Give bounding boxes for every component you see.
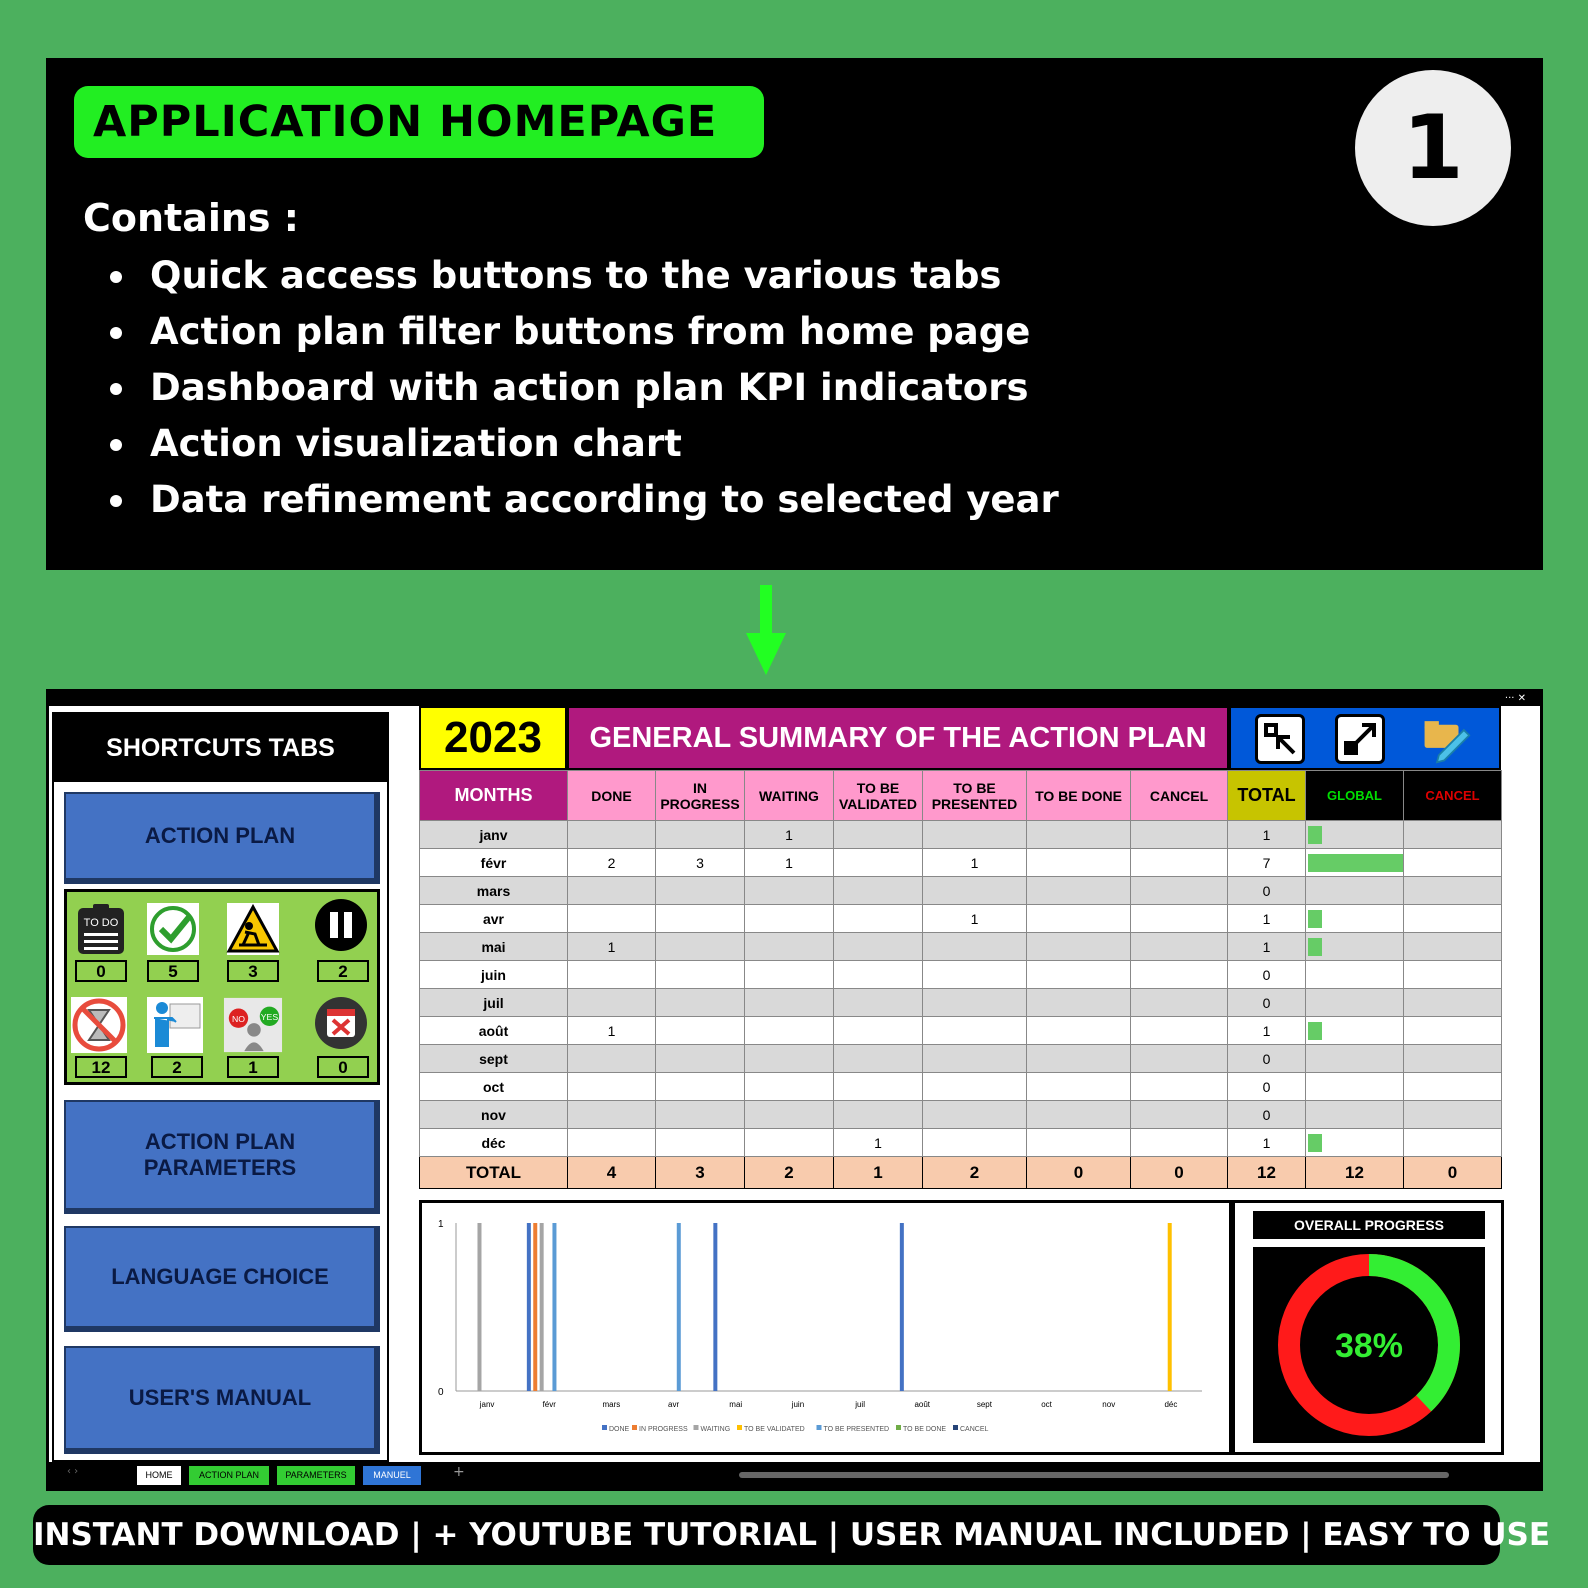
row-global-bar-cell (1306, 1101, 1404, 1129)
legend-swatch (817, 1425, 822, 1430)
shrink-arrow-icon (1260, 719, 1300, 759)
row-month: sept (420, 1045, 568, 1073)
global-bar (1308, 938, 1322, 956)
total-to-validate: 1 (834, 1157, 923, 1189)
row-in-progress (656, 989, 745, 1017)
row-to-present (923, 933, 1027, 961)
progress-donut (1253, 1247, 1485, 1443)
row-to-validate: 1 (834, 1129, 923, 1157)
total-done: 4 (568, 1157, 656, 1189)
row-to-present (923, 961, 1027, 989)
col-in-progress: IN PROGRESS (656, 771, 745, 821)
row-total: 0 (1228, 961, 1306, 989)
row-total: 0 (1228, 1045, 1306, 1073)
row-waiting (745, 1017, 834, 1045)
row-to-present (923, 1129, 1027, 1157)
total-waiting: 2 (745, 1157, 834, 1189)
row-to-present (923, 1101, 1027, 1129)
language-choice-button[interactable]: LANGUAGE CHOICE (64, 1226, 380, 1332)
row-cancel-bar-cell (1404, 1101, 1502, 1129)
row-month: févr (420, 849, 568, 877)
feature-item: Action plan filter buttons from home page (110, 304, 1059, 360)
row-to-present (923, 1017, 1027, 1045)
cancel-filter-button[interactable] (311, 994, 371, 1052)
row-month: mai (420, 933, 568, 961)
row-to-do (1027, 905, 1131, 933)
dashboard-title: GENERAL SUMMARY OF THE ACTION PLAN (567, 706, 1229, 770)
total-total: 12 (1228, 1157, 1306, 1189)
cancel-count: 0 (317, 1056, 369, 1078)
row-total: 1 (1228, 933, 1306, 961)
row-global-bar-cell (1306, 1129, 1404, 1157)
global-bar (1308, 1022, 1322, 1040)
row-waiting (745, 1101, 834, 1129)
to-present-filter-button[interactable] (145, 996, 205, 1054)
legend-swatch (602, 1425, 607, 1430)
row-month: déc (420, 1129, 568, 1157)
to-validate-filter-button[interactable] (69, 996, 129, 1054)
row-cancel (1131, 1129, 1228, 1157)
row-cancel-bar-cell (1404, 1045, 1502, 1073)
contains-label: Contains : (83, 196, 299, 240)
tab-action-plan[interactable]: ACTION PLAN (189, 1466, 269, 1485)
roadwork-icon (225, 901, 281, 957)
col-cancel-bar: CANCEL (1404, 771, 1502, 821)
row-to-do (1027, 933, 1131, 961)
calendar-cancel-icon (313, 995, 369, 1051)
shortcuts-heading: SHORTCUTS TABS (54, 714, 387, 782)
row-to-do (1027, 1017, 1131, 1045)
legend-label: TO BE VALIDATED (744, 1426, 805, 1433)
row-cancel-bar-cell (1404, 877, 1502, 905)
row-done: 1 (568, 933, 656, 961)
row-to-do (1027, 1073, 1131, 1101)
chart-bar (900, 1223, 904, 1391)
row-to-validate (834, 1073, 923, 1101)
expand-button[interactable] (1335, 714, 1385, 764)
col-global: GLOBAL (1306, 771, 1404, 821)
total-cancel: 0 (1131, 1157, 1228, 1189)
global-bar (1308, 854, 1404, 872)
row-month: oct (420, 1073, 568, 1101)
row-waiting: 1 (745, 849, 834, 877)
row-in-progress (656, 1101, 745, 1129)
row-total: 1 (1228, 1017, 1306, 1045)
row-done (568, 1045, 656, 1073)
in-progress-count: 3 (227, 960, 279, 982)
x-tick-label: avr (668, 1400, 680, 1409)
footer-banner: INSTANT DOWNLOAD | + YOUTUBE TUTORIAL | USER MANUAL INCLUDED | EASY TO USE (33, 1505, 1500, 1565)
table-row (420, 849, 1502, 877)
row-cancel (1131, 877, 1228, 905)
legend-swatch (953, 1425, 958, 1430)
row-waiting (745, 877, 834, 905)
row-in-progress (656, 821, 745, 849)
row-to-do (1027, 1101, 1131, 1129)
row-global-bar-cell (1306, 961, 1404, 989)
yes-label: YES (260, 1012, 279, 1023)
todo-label: TO DO (83, 917, 119, 929)
row-in-progress (656, 961, 745, 989)
banner-title: APPLICATION HOMEPAGE (74, 86, 764, 158)
row-total: 0 (1228, 989, 1306, 1017)
total-in-progress: 3 (656, 1157, 745, 1189)
row-cancel (1131, 1045, 1228, 1073)
row-in-progress (656, 877, 745, 905)
row-to-validate (834, 877, 923, 905)
row-done (568, 1129, 656, 1157)
row-waiting (745, 933, 834, 961)
parameters-button[interactable]: ACTION PLAN PARAMETERS (64, 1100, 380, 1214)
row-to-present: 1 (923, 905, 1027, 933)
row-in-progress: 3 (656, 849, 745, 877)
row-waiting: 1 (745, 821, 834, 849)
y-tick-label: 1 (438, 1219, 444, 1230)
row-waiting (745, 989, 834, 1017)
row-total: 7 (1228, 849, 1306, 877)
overall-progress-panel (1232, 1200, 1504, 1455)
row-global-bar-cell (1306, 1073, 1404, 1101)
no-label: NO (231, 1014, 245, 1025)
table-row (420, 961, 1502, 989)
x-tick-label: août (914, 1400, 931, 1409)
chart-bar (677, 1223, 681, 1391)
window-titlebar[interactable]: ··· ✕ (49, 692, 1540, 706)
row-month: avr (420, 905, 568, 933)
col-to-do: TO BE DONE (1027, 771, 1131, 821)
row-cancel (1131, 905, 1228, 933)
x-tick-label: juin (791, 1400, 805, 1409)
table-row (420, 1129, 1502, 1157)
col-cancel: CANCEL (1131, 771, 1228, 821)
feature-item: Quick access buttons to the various tabs (110, 248, 1059, 304)
col-total: TOTAL (1228, 771, 1306, 821)
row-global-bar-cell (1306, 821, 1404, 849)
chart-bar (552, 1223, 556, 1391)
legend-swatch (737, 1425, 742, 1430)
row-total: 1 (1228, 905, 1306, 933)
row-done (568, 821, 656, 849)
row-in-progress (656, 1045, 745, 1073)
kpi-filter-panel (64, 889, 380, 1085)
row-cancel (1131, 961, 1228, 989)
row-month: nov (420, 1101, 568, 1129)
row-month: juin (420, 961, 568, 989)
row-in-progress (656, 1073, 745, 1101)
tab-home[interactable]: HOME (137, 1466, 181, 1485)
chart-bar (533, 1223, 537, 1391)
todo-count: 0 (75, 960, 127, 982)
row-global-bar-cell (1306, 849, 1404, 877)
total-label: TOTAL (420, 1157, 568, 1189)
x-tick-label: déc (1164, 1400, 1178, 1409)
row-to-validate (834, 821, 923, 849)
col-to-validate: TO BE VALIDATED (834, 771, 923, 821)
row-total: 1 (1228, 821, 1306, 849)
row-to-validate (834, 849, 923, 877)
row-cancel-bar-cell (1404, 933, 1502, 961)
legend-swatch (694, 1425, 699, 1430)
row-global-bar-cell (1306, 877, 1404, 905)
in-progress-filter-button[interactable] (223, 900, 283, 958)
col-done: DONE (568, 771, 656, 821)
row-global-bar-cell (1306, 933, 1404, 961)
shrink-button[interactable] (1255, 714, 1305, 764)
table-row (420, 877, 1502, 905)
arrow-down-icon (746, 585, 786, 675)
row-global-bar-cell (1306, 905, 1404, 933)
col-to-present: TO BE PRESENTED (923, 771, 1027, 821)
row-to-present: 1 (923, 849, 1027, 877)
table-row (420, 989, 1502, 1017)
row-global-bar-cell (1306, 1045, 1404, 1073)
global-bar (1308, 1134, 1322, 1152)
users-manual-button[interactable]: USER'S MANUAL (64, 1346, 380, 1454)
row-waiting (745, 905, 834, 933)
row-in-progress (656, 1129, 745, 1157)
row-done (568, 877, 656, 905)
row-done (568, 905, 656, 933)
row-cancel (1131, 1017, 1228, 1045)
sheet-tab-bar (49, 1462, 1540, 1488)
row-to-validate (834, 1045, 923, 1073)
x-tick-label: mars (602, 1400, 621, 1409)
row-to-validate (834, 933, 923, 961)
table-row (420, 1101, 1502, 1129)
row-to-present (923, 877, 1027, 905)
x-tick-label: nov (1102, 1400, 1116, 1409)
checkmark-icon (145, 901, 201, 957)
waiting-filter-button[interactable] (311, 896, 371, 954)
row-cancel (1131, 933, 1228, 961)
legend-swatch (896, 1425, 901, 1430)
totals-row (420, 1157, 1502, 1189)
row-global-bar-cell (1306, 1017, 1404, 1045)
row-cancel (1131, 821, 1228, 849)
row-to-do (1027, 849, 1131, 877)
row-done: 2 (568, 849, 656, 877)
row-cancel-bar-cell (1404, 1017, 1502, 1045)
legend-label: WAITING (700, 1426, 731, 1433)
row-to-do (1027, 1045, 1131, 1073)
row-done (568, 961, 656, 989)
yes-no-icon (223, 996, 283, 1054)
row-waiting (745, 1073, 834, 1101)
row-done (568, 1073, 656, 1101)
add-sheet-icon[interactable]: + (453, 1464, 465, 1480)
row-done (568, 989, 656, 1017)
total-global: 12 (1306, 1157, 1404, 1189)
row-month: août (420, 1017, 568, 1045)
feature-list (110, 248, 1059, 528)
global-bar (1308, 910, 1322, 928)
row-done: 1 (568, 1017, 656, 1045)
progress-title: OVERALL PROGRESS (1253, 1211, 1485, 1239)
row-to-validate (834, 989, 923, 1017)
todo-filter-button[interactable] (71, 900, 131, 958)
tab-nav-arrows-icon[interactable]: ‹ › (67, 1466, 79, 1477)
row-global-bar-cell (1306, 989, 1404, 1017)
step-number: 1 (1355, 70, 1511, 226)
legend-label: CANCEL (960, 1426, 989, 1433)
row-to-do (1027, 821, 1131, 849)
row-cancel (1131, 989, 1228, 1017)
row-cancel-bar-cell (1404, 989, 1502, 1017)
row-to-validate (834, 905, 923, 933)
app-window (46, 689, 1543, 1491)
x-tick-label: oct (1041, 1400, 1052, 1409)
col-months: MONTHS (420, 771, 568, 821)
row-cancel (1131, 1073, 1228, 1101)
row-to-validate (834, 1017, 923, 1045)
horizontal-scrollbar[interactable] (739, 1472, 1449, 1478)
row-to-validate (834, 961, 923, 989)
x-tick-label: sept (976, 1400, 992, 1409)
row-waiting (745, 961, 834, 989)
row-cancel-bar-cell (1404, 1073, 1502, 1101)
to-do-count: 1 (227, 1056, 279, 1078)
row-cancel-bar-cell (1404, 1129, 1502, 1157)
row-waiting (745, 1129, 834, 1157)
chart-bar (477, 1223, 481, 1391)
row-to-do (1027, 961, 1131, 989)
row-total: 0 (1228, 877, 1306, 905)
y-tick-label: 0 (438, 1387, 444, 1398)
tab-manual[interactable]: MANUEL (363, 1466, 421, 1485)
edit-button[interactable] (1421, 714, 1471, 764)
table-header-row (420, 771, 1502, 821)
chart-bar (540, 1223, 544, 1391)
info-banner (46, 58, 1543, 570)
row-month: mars (420, 877, 568, 905)
to-present-count: 2 (151, 1056, 203, 1078)
actions-chart (419, 1200, 1232, 1455)
total-to-do: 0 (1027, 1157, 1131, 1189)
hourglass-cancel-icon (70, 996, 128, 1054)
bar-chart (422, 1203, 1229, 1452)
row-to-present (923, 1045, 1027, 1073)
col-waiting: WAITING (745, 771, 834, 821)
row-waiting (745, 1045, 834, 1073)
legend-swatch (632, 1425, 637, 1430)
tab-parameters[interactable]: PARAMETERS (277, 1466, 355, 1485)
row-to-present (923, 821, 1027, 849)
feature-item: Action visualization chart (110, 416, 1059, 472)
row-total: 0 (1228, 1101, 1306, 1129)
row-cancel-bar-cell (1404, 821, 1502, 849)
x-tick-label: janv (479, 1400, 495, 1409)
row-cancel-bar-cell (1404, 905, 1502, 933)
row-month: janv (420, 821, 568, 849)
action-plan-button[interactable]: ACTION PLAN (64, 792, 380, 884)
chart-bar (713, 1223, 717, 1391)
table-row (420, 1045, 1502, 1073)
row-to-validate (834, 1101, 923, 1129)
row-in-progress (656, 933, 745, 961)
x-tick-label: févr (542, 1400, 556, 1409)
row-to-present (923, 1073, 1027, 1101)
done-filter-button[interactable] (143, 900, 203, 958)
legend-label: TO BE PRESENTED (823, 1426, 890, 1433)
table-row (420, 905, 1502, 933)
total-cancel-bar: 0 (1404, 1157, 1502, 1189)
summary-table (419, 770, 1502, 1189)
row-in-progress (656, 905, 745, 933)
to-do-filter-button[interactable] (223, 996, 283, 1054)
row-done (568, 1101, 656, 1129)
pause-icon (313, 897, 369, 953)
progress-value: 38% (1334, 1327, 1404, 1365)
global-bar (1308, 826, 1322, 844)
row-cancel-bar-cell (1404, 961, 1502, 989)
row-in-progress (656, 1017, 745, 1045)
row-to-do (1027, 877, 1131, 905)
waiting-count: 2 (317, 960, 369, 982)
chart-bar (527, 1223, 531, 1391)
row-total: 1 (1228, 1129, 1306, 1157)
row-cancel-bar-cell (1404, 849, 1502, 877)
todo-icon (74, 902, 128, 956)
presenter-icon (146, 996, 204, 1054)
progress-chart-bg (1253, 1247, 1485, 1443)
row-cancel (1131, 849, 1228, 877)
legend-label: TO BE DONE (903, 1426, 947, 1433)
row-to-do (1027, 989, 1131, 1017)
row-total: 0 (1228, 1073, 1306, 1101)
table-row (420, 933, 1502, 961)
row-to-present (923, 989, 1027, 1017)
header-buttons (1229, 706, 1501, 770)
shortcuts-panel (52, 712, 389, 1462)
row-to-do (1027, 1129, 1131, 1157)
expand-arrow-icon (1340, 719, 1380, 759)
table-row (420, 1017, 1502, 1045)
table-row (420, 1073, 1502, 1101)
legend-label: DONE (609, 1426, 630, 1433)
edit-folder-icon (1421, 713, 1471, 765)
x-tick-label: mai (729, 1400, 743, 1409)
row-month: juil (420, 989, 568, 1017)
done-count: 5 (147, 960, 199, 982)
row-cancel (1131, 1101, 1228, 1129)
x-tick-label: juil (855, 1400, 865, 1409)
feature-item: Dashboard with action plan KPI indicators (110, 360, 1059, 416)
year-selector[interactable]: 2023 (419, 706, 567, 770)
legend-label: IN PROGRESS (639, 1426, 688, 1433)
feature-item: Data refinement according to selected year (110, 472, 1059, 528)
to-validate-count: 12 (75, 1056, 127, 1078)
chart-bar (1168, 1223, 1172, 1391)
table-row (420, 821, 1502, 849)
total-to-present: 2 (923, 1157, 1027, 1189)
